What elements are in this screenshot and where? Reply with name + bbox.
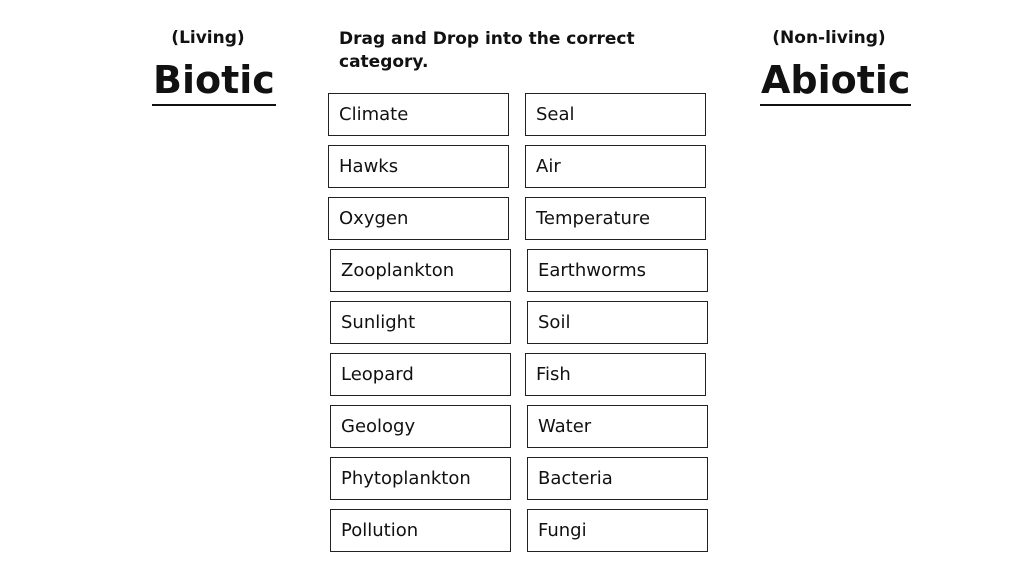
draggable-tile-temperature[interactable]: Temperature bbox=[525, 197, 706, 240]
abiotic-heading: Abiotic bbox=[760, 56, 911, 106]
draggable-tile-fish[interactable]: Fish bbox=[525, 353, 706, 396]
biotic-heading: Biotic bbox=[152, 56, 276, 106]
draggable-tile-zooplankton[interactable]: Zooplankton bbox=[330, 249, 511, 292]
draggable-tile-sunlight[interactable]: Sunlight bbox=[330, 301, 511, 344]
abiotic-subtitle: (Non-living) bbox=[772, 28, 886, 48]
draggable-tile-earthworms[interactable]: Earthworms bbox=[527, 249, 708, 292]
draggable-tile-fungi[interactable]: Fungi bbox=[527, 509, 708, 552]
draggable-tile-soil[interactable]: Soil bbox=[527, 301, 708, 344]
draggable-tile-geology[interactable]: Geology bbox=[330, 405, 511, 448]
draggable-tile-phytoplankton[interactable]: Phytoplankton bbox=[330, 457, 511, 500]
draggable-tile-oxygen[interactable]: Oxygen bbox=[328, 197, 509, 240]
draggable-tile-pollution[interactable]: Pollution bbox=[330, 509, 511, 552]
draggable-tile-bacteria[interactable]: Bacteria bbox=[527, 457, 708, 500]
instructions-text: Drag and Drop into the correct category. bbox=[339, 29, 635, 72]
draggable-tile-water[interactable]: Water bbox=[527, 405, 708, 448]
draggable-tile-leopard[interactable]: Leopard bbox=[330, 353, 511, 396]
draggable-tile-hawks[interactable]: Hawks bbox=[328, 145, 509, 188]
biotic-subtitle: (Living) bbox=[171, 28, 245, 48]
draggable-tile-climate[interactable]: Climate bbox=[328, 93, 509, 136]
draggable-tile-seal[interactable]: Seal bbox=[525, 93, 706, 136]
draggable-tile-air[interactable]: Air bbox=[525, 145, 706, 188]
